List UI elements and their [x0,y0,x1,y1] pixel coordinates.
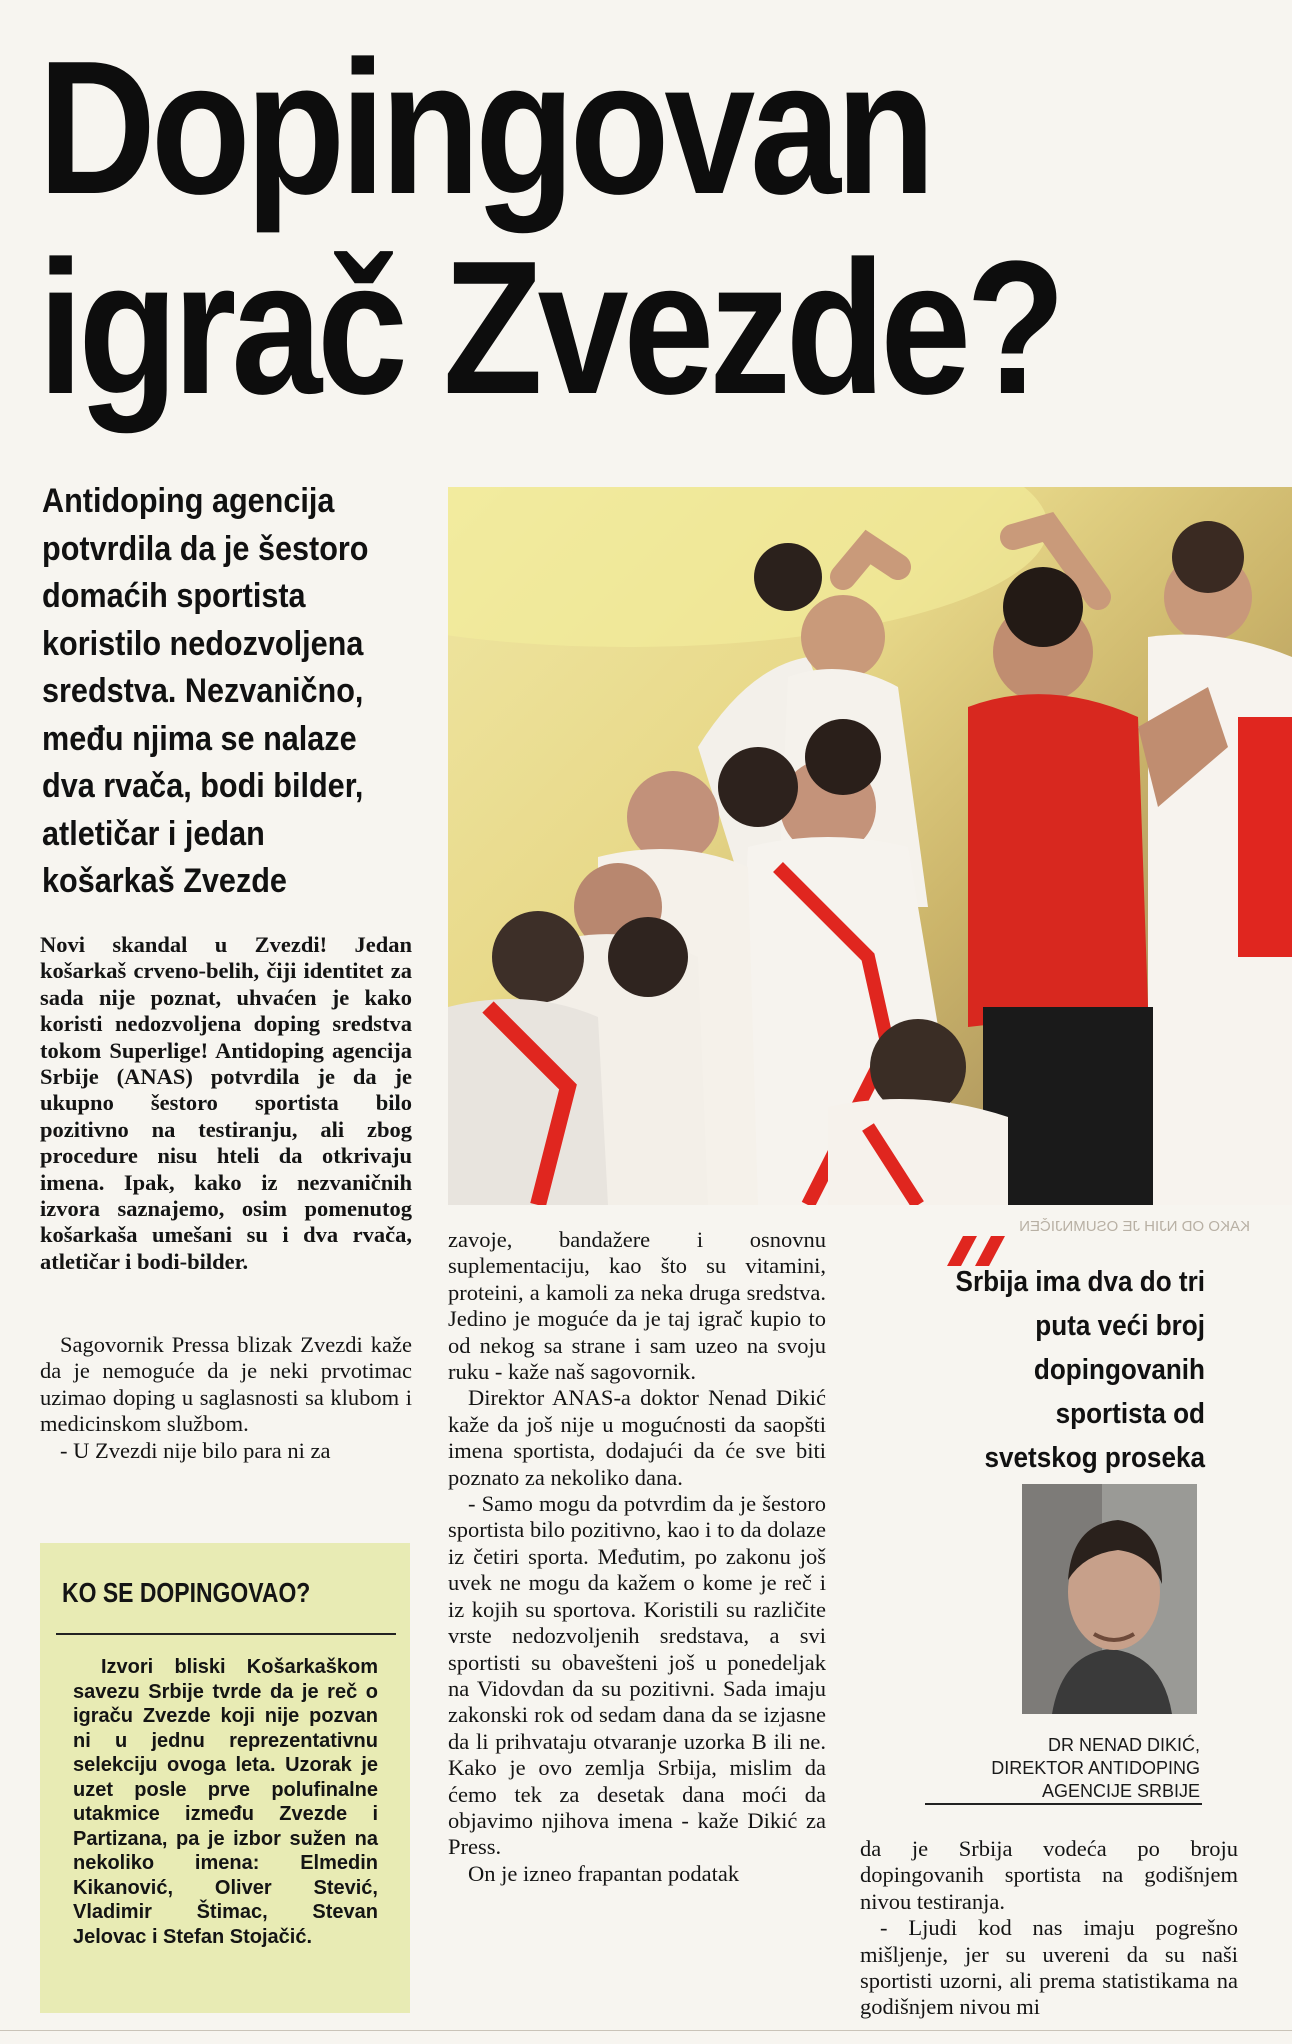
team-photo-illustration [448,487,1292,1205]
article-column-3 [860,1836,1238,2021]
sidebar-divider [56,1633,396,1635]
paragraph: Sagovornik Pressa blizak Zvezdi kaže da je nemoguće da je neki prvotimac uzimao doping u saglasnosti sa klubom i medicinskom službom. [40,1332,412,1437]
paragraph: zavoje, bandažere i osnovnu suplementaciju, kao što su vitamini, proteini, a kamoli za neka druga sredstva. Jedino je moguće da je taj igrač kupio to od nekog sa strane i sam uzeo na svoju ruku - kaže naš sagovornik. [448,1227,826,1385]
headline [38,22,1087,434]
lead-paragraph: Novi skandal u Zvezdi! Jedan košarkaš crveno-belih, čiji identitet za sada nije poznat, uhvaćen je kako koristi nedozvoljena doping sredstva tokom Superlige! Antidoping agencija Srbije (ANAS) potvrdila je da je ukupno šestoro sportista bilo pozitivno na testiranju, ali zbog procedure nisu hteli da otkrivaju imena. Ipak, kako iz nezvaničnih izvora saznajemo, osim pomenutog košarkaša umešani su i dva rvača, atletičar i bodi-bilder. [40,932,412,1274]
headline-line-2: igrač Zvezde? [38,222,1061,434]
sidebar-title: KO SE DOPINGOVAO? [62,1577,311,1608]
caption-line: DR NENAD DIKIĆ, [1047,1735,1200,1755]
paragraph: - U Zvezdi nije bilo para ni za [60,1437,331,1463]
article-column-1-lead [40,932,412,1275]
paragraph: - Samo mogu da potvrdim da je šestoro sportista bilo pozitivno, kao i to da dolaze iz četiri sporta. Međutim, po zakonu još uvek ne mogu da kažem o kome je reč i iz kojih su sportova. Koristili su različite vrste nedozvoljenih sredstava, a svi sportisti su obavešteni još u ponedeljak na Vidovdan da su pozitivni. Sada imaju zakonski rok od sedam dana da se izjasne da li prihvataju otvaranje uzorka B ili ne. Kako je ovo zemlja Srbija, mislim da ćemo tek za desetak dana moći da objavimo njihova imena - kaže Dikić za Press. [448,1491,826,1860]
pull-quote-text: Srbija ima dva do tri puta veći broj dopingovanih sportista od svetskog proseka [955,1266,1205,1474]
mirrored-bleed-text: KAKO OD NJIH JE OSUMNJIČEN [1019,1218,1250,1235]
article-column-1 [40,1332,412,1464]
caption-line: DIREKTOR ANTIDOPING [991,1758,1200,1778]
team-photo [448,487,1292,1205]
paragraph: da je Srbija vodeća po broju dopingovanih sportista na godišnjem nivou testiranja. [860,1836,1238,1914]
paragraph: On je izneo frapantan podatak [468,1860,740,1886]
portrait-illustration [1022,1484,1197,1714]
headline-line-1: Dopingovan [38,22,931,234]
deck-subheadline: Antidoping agencija potvrdila da je šestoro domaćih sportista koristilo nedozvoljena sredstva. Nezvanično, među njima se nalaze dva rvača, bodi bilder, atletičar i jedan košarkaš Zvezde [42,482,369,900]
sidebar-body: Izvori bliski Košarkaškom savezu Srbije tvrde da je reč o igraču Zvezde koji nije pozvan ni u jednu reprezentativnu selekciju ovoga leta. Uzorak je uzet posle prve polufinalne utakmice između Zvezde i Partizana, pa je izbor sužen na nekoliko imena: Elmedin Kikanović, Oliver Stević, Vladimir Štimac, Stevan Jelovac i Stefan Stojačić. [73,1656,378,1948]
article-column-2 [448,1227,826,1887]
sidebar-box [40,1543,410,2013]
paragraph: - Ljudi kod nas imaju pogrešno mišljenje, jer su uvereni da su naši sportisti uzorni, ali prema statistikama na godišnjem nivou mi [860,1915,1238,2020]
portrait-caption [930,1734,1200,1803]
caption-divider [925,1803,1202,1805]
paragraph: Direktor ANAS-a doktor Nenad Dikić kaže da još nije u mogućnosti da saopšti imena sportista, dodajući da će sve biti poznato za nekoliko dana. [448,1385,826,1490]
caption-line: AGENCIJE SRBIJE [1041,1781,1200,1801]
page-bottom-rule [0,2030,1292,2031]
portrait-photo [1022,1484,1197,1714]
